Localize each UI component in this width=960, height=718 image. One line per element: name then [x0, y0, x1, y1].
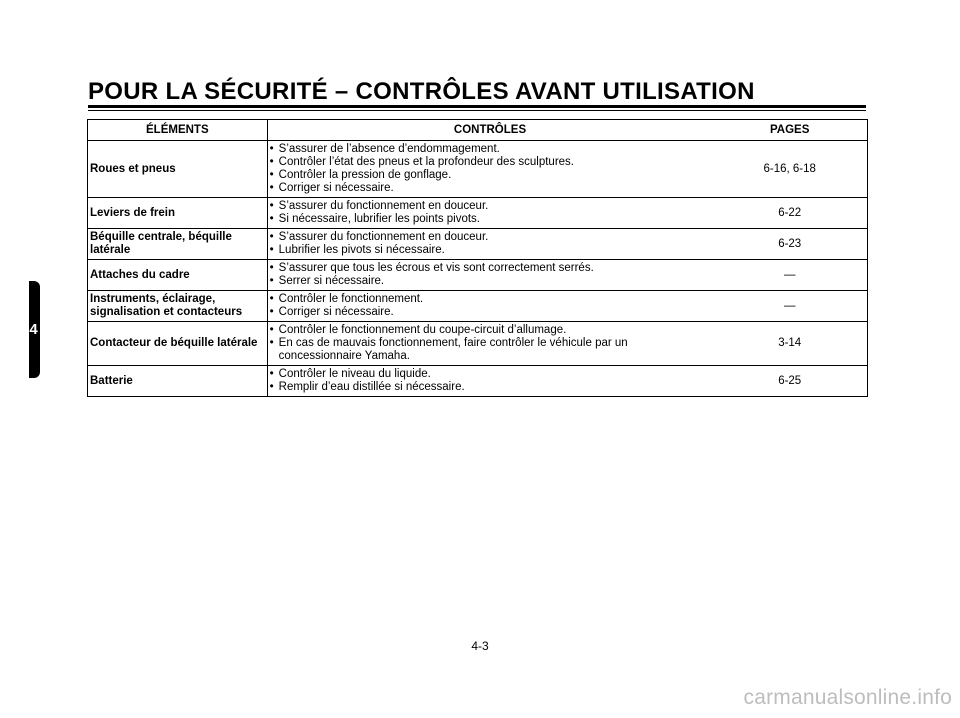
table-row [88, 322, 868, 366]
check-item: • Contrôler le fonctionnement du coupe-circuit d’allumage. [270, 324, 711, 337]
table-header-row [88, 120, 868, 141]
check-item: • Si nécessaire, lubrifier les points pivots. [270, 213, 711, 226]
column-header-checks: CONTRÔLES [267, 120, 712, 141]
chapter-tab [29, 281, 40, 378]
element-cell: Instruments, éclairage, signalisation et contacteurs [88, 291, 268, 322]
chapter-tab-number: 4 [29, 321, 38, 338]
pages-cell: — [712, 260, 867, 291]
column-header-elements: ÉLÉMENTS [88, 120, 268, 141]
check-item: • S’assurer du fonctionnement en douceur. [270, 231, 711, 244]
table-row [88, 229, 868, 260]
check-item: • Remplir d’eau distillée si nécessaire. [270, 381, 711, 394]
check-item: • S’assurer de l’absence d’endommagement. [270, 143, 711, 156]
pages-cell: — [712, 291, 867, 322]
element-cell: Béquille centrale, béquille latérale [88, 229, 268, 260]
table-row [88, 141, 868, 198]
checks-cell [267, 141, 712, 198]
checks-list [270, 200, 711, 226]
checks-cell [267, 260, 712, 291]
checks-cell [267, 366, 712, 397]
pre-operation-checks-table [87, 119, 868, 397]
check-item: • Contrôler la pression de gonflage. [270, 169, 711, 182]
check-item: • En cas de mauvais fonctionnement, faire contrôler le véhicule par un concessionnaire Yamaha. [270, 337, 711, 363]
check-item: • Contrôler l’état des pneus et la profondeur des sculptures. [270, 156, 711, 169]
checks-list [270, 293, 711, 319]
checks-cell [267, 322, 712, 366]
checks-list [270, 143, 711, 195]
element-cell: Batterie [88, 366, 268, 397]
page-title: POUR LA SÉCURITÉ – CONTRÔLES AVANT UTILISATION [88, 78, 755, 105]
checks-list [270, 231, 711, 257]
title-rule-thin [88, 110, 866, 111]
checks-list [270, 262, 711, 288]
checks-list [270, 324, 711, 363]
pages-cell: 3-14 [712, 322, 867, 366]
table-row [88, 291, 868, 322]
element-cell: Roues et pneus [88, 141, 268, 198]
check-item: • Corriger si nécessaire. [270, 306, 711, 319]
check-item: • S’assurer du fonctionnement en douceur. [270, 200, 711, 213]
checks-cell [267, 198, 712, 229]
pages-cell: 6-25 [712, 366, 867, 397]
table-row [88, 260, 868, 291]
checks-list [270, 368, 711, 394]
title-rule-thick [88, 105, 866, 108]
pages-cell: 6-16, 6-18 [712, 141, 867, 198]
page-number: 4-3 [471, 639, 489, 653]
check-item: • Contrôler le fonctionnement. [270, 293, 711, 306]
table-row [88, 198, 868, 229]
table-row [88, 366, 868, 397]
pages-cell: 6-23 [712, 229, 867, 260]
element-cell: Attaches du cadre [88, 260, 268, 291]
watermark: carmanualsonline.info [743, 686, 952, 709]
checks-cell [267, 291, 712, 322]
column-header-pages: PAGES [712, 120, 867, 141]
check-item: • Corriger si nécessaire. [270, 182, 711, 195]
check-item: • Serrer si nécessaire. [270, 275, 711, 288]
pages-cell: 6-22 [712, 198, 867, 229]
checks-cell [267, 229, 712, 260]
element-cell: Leviers de frein [88, 198, 268, 229]
check-item: • S’assurer que tous les écrous et vis sont correctement serrés. [270, 262, 711, 275]
check-item: • Lubrifier les pivots si nécessaire. [270, 244, 711, 257]
check-item: • Contrôler le niveau du liquide. [270, 368, 711, 381]
element-cell: Contacteur de béquille latérale [88, 322, 268, 366]
